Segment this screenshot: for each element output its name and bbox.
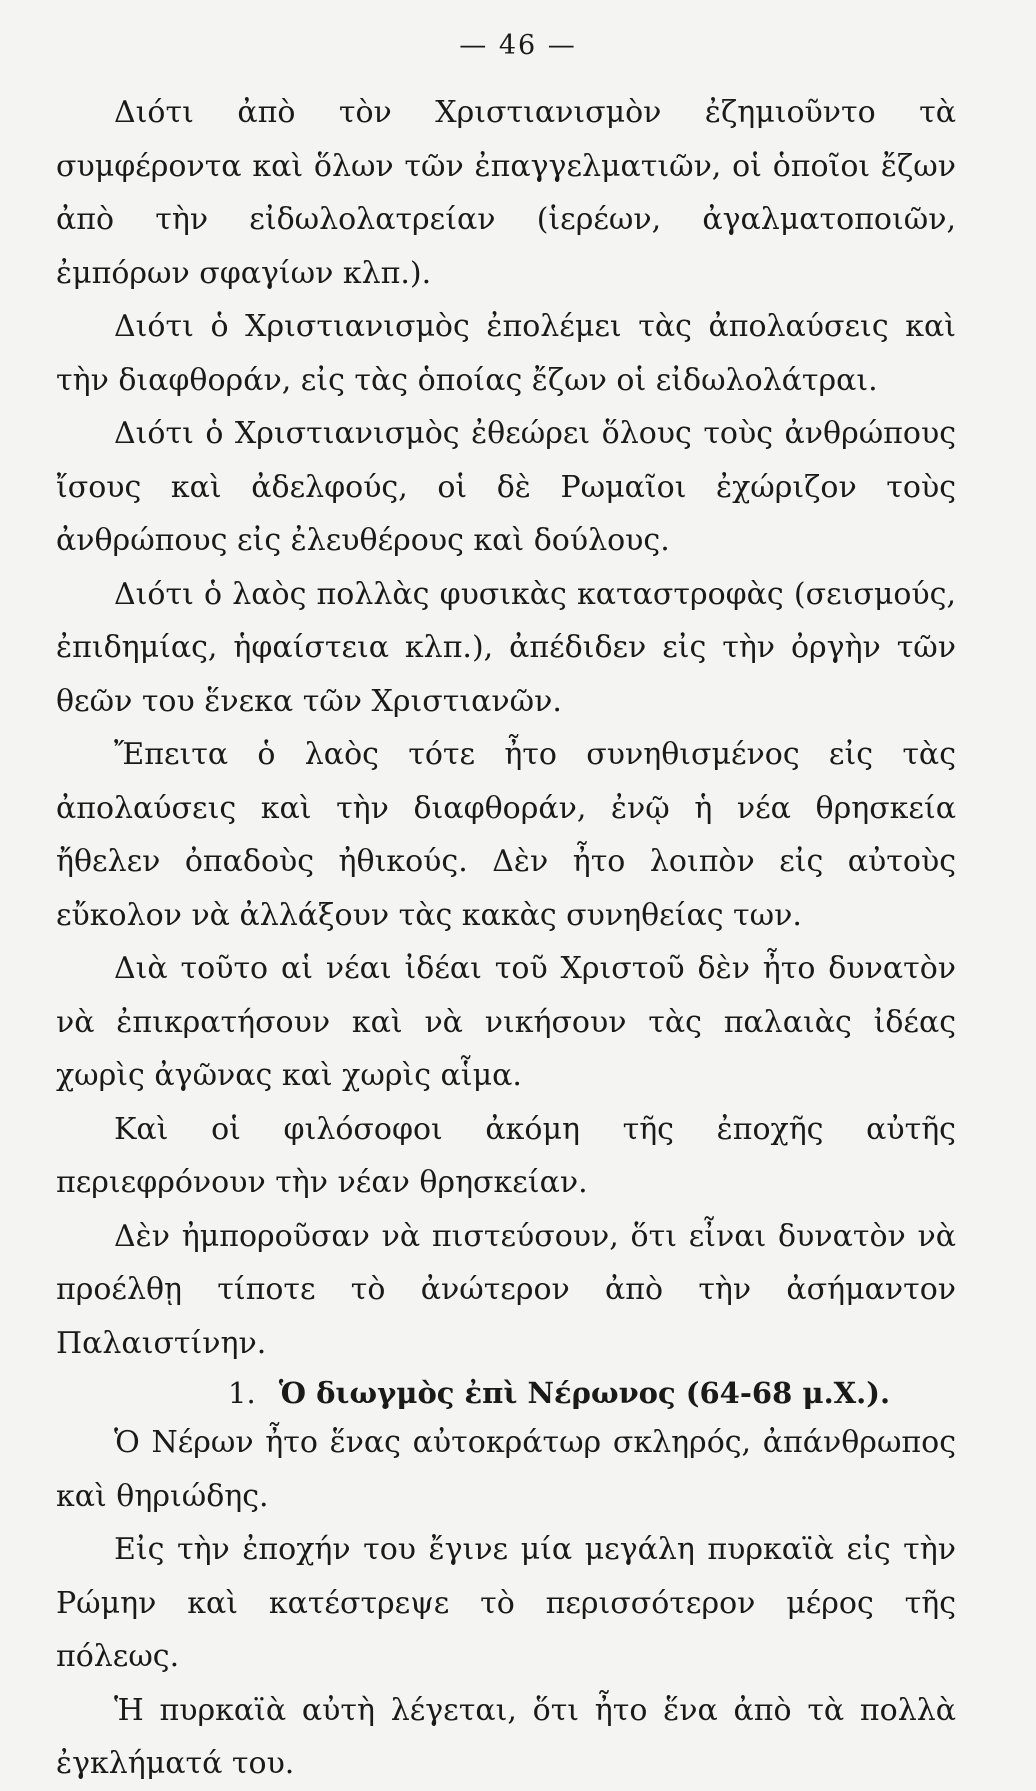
paragraph: Δὲν ἠμποροῦσαν νὰ πιστεύσουν, ὅτι εἶναι δυνατὸν νὰ προέλθῃ τίποτε τὸ ἀνώτερον ἀπὸ τὴν ἀσήμαντον Παλαιστίνην.: [56, 1218, 956, 1361]
section-heading: [56, 1370, 956, 1416]
section-title: Ὁ διωγμὸς ἐπὶ Νέρωνος (64-68 μ.Χ.).: [278, 1376, 891, 1410]
paragraph: Διότι ἀπὸ τὸν Χριστιανισμὸν ἐζημιοῦντο τὰ συμφέροντα καὶ ὅλων τῶν ἐπαγγελματιῶν, οἱ ὁποῖοι ἔζων ἀπὸ τὴν εἰδωλολατρείαν (ἱερέων, ἀγαλματοποιῶν, ἐμπόρων σφαγίων κλπ.).: [56, 95, 956, 291]
paragraph: Ἡ πυρκαϊὰ αὐτὴ λέγεται, ὅτι ἦτο ἕνα ἀπὸ τὰ πολλὰ ἐγκλήματά του.: [56, 1692, 956, 1781]
paragraph: Εἰς τὴν ἐποχήν του ἔγινε μία μεγάλη πυρκαϊὰ εἰς τὴν Ρώμην καὶ κατέστρεψε τὸ περισσότερον μέρος τῆς πόλεως.: [56, 1532, 956, 1674]
section-number: 1.: [228, 1376, 256, 1410]
paragraph: Καὶ οἱ φιλόσοφοι ἀκόμη τῆς ἐποχῆς αὐτῆς περιεφρόνουν τὴν νέαν θρησκείαν.: [56, 1111, 956, 1200]
paragraph: Διότι ὁ Χριστιανισμὸς ἐθεώρει ὅλους τοὺς ἀνθρώπους ἴσους καὶ ἀδελφούς, οἱ δὲ Ρωμαῖοι ἐχώριζον τοὺς ἀνθρώπους εἰς ἐλευθέρους καὶ δούλους.: [56, 416, 956, 558]
page-number: — 46 —: [459, 30, 577, 61]
paragraph: Ἔπειτα ὁ λαὸς τότε ἦτο συνηθισμένος εἰς τὰς ἀπολαύσεις καὶ τὴν διαφθοράν, ἐνῷ ἡ νέα θρησκεία ἤθελεν ὀπαδοὺς ἠθικούς. Δὲν ἦτο λοιπὸν εἰς αὐτοὺς εὔκολον νὰ ἀλλάξουν τὰς κακὰς συνηθείας των.: [56, 737, 956, 933]
paragraph: Διότι ὁ Χριστιανισμὸς ἐπολέμει τὰς ἀπολαύσεις καὶ τὴν διαφθοράν, εἰς τὰς ὁποίας ἔζων οἱ εἰδωλολάτραι.: [56, 309, 956, 398]
paragraph: Διὰ τοῦτο αἱ νέαι ἰδέαι τοῦ Χριστοῦ δὲν ἦτο δυνατὸν νὰ ἐπικρατήσουν καὶ νὰ νικήσουν τὰς παλαιὰς ἰδέας χωρὶς ἀγῶνας καὶ χωρὶς αἷμα.: [56, 951, 956, 1093]
paragraph: Ὁ Νέρων ἦτο ἕνας αὐτοκράτωρ σκληρός, ἀπάνθρωπος καὶ θηριώδης.: [56, 1425, 956, 1514]
paragraph: Διότι ὁ λαὸς πολλὰς φυσικὰς καταστροφὰς (σεισμούς, ἐπιδημίας, ἡφαίστεια κλπ.), ἀπέδιδεν εἰς τὴν ὀργὴν τῶν θεῶν του ἕνεκα τῶν Χριστιανῶν.: [56, 576, 956, 719]
body-text: [56, 86, 956, 1791]
